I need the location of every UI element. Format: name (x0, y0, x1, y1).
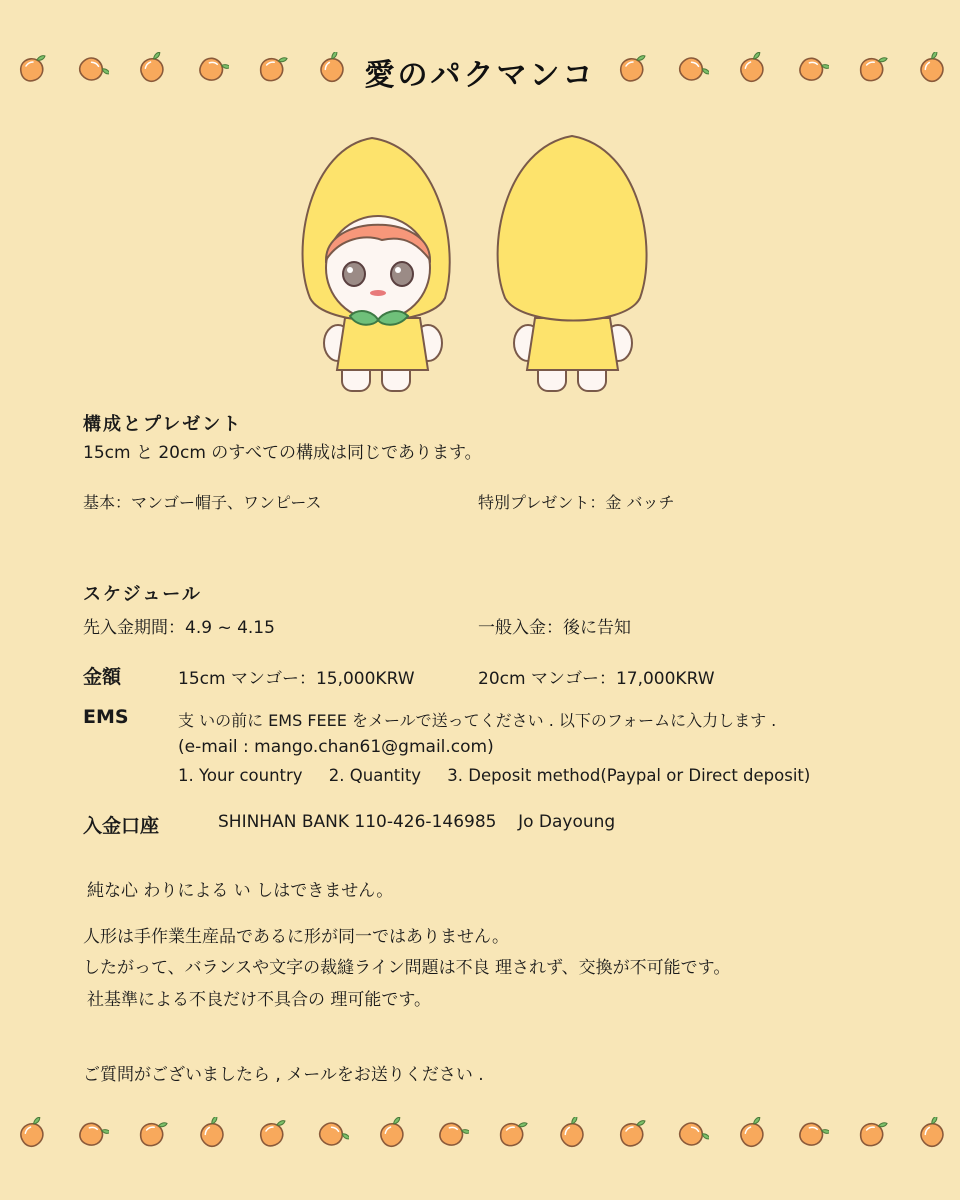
mango-icon (495, 1117, 529, 1151)
mango-icon (555, 1117, 589, 1151)
price-15cm: 15cm マンゴー：15,000KRW (178, 669, 415, 689)
ems-line-1: 支 いの前に EMS FEEE をメールで送ってください . 以下のフォームに入力します . (178, 711, 777, 730)
schedule-heading: スケジュール (83, 584, 202, 605)
account-label: 入金口座 (83, 815, 160, 837)
mango-icon (315, 1117, 349, 1151)
mango-icon (435, 1117, 469, 1151)
mango-icon (75, 1117, 109, 1151)
ems-form-fields: 1. Your country 2. Quantity 3. Deposit method(Paypal or Direct deposit) (178, 766, 811, 785)
doll-front-view (303, 138, 450, 391)
page-title: 愛のパクマンコ (0, 50, 960, 94)
note-1: 純な心 わりによる い しはできません。 (87, 881, 394, 901)
mango-icon (855, 1117, 889, 1151)
mango-icon (615, 1117, 649, 1151)
schedule-general-deposit: 一般入金：後に告知 (478, 618, 631, 638)
composition-basic: 基本：マンゴー帽子、ワンピース (83, 493, 322, 512)
mango-icon (795, 1117, 829, 1151)
mango-border-bottom (0, 1115, 960, 1155)
composition-special: 特別プレゼント：金 バッチ (478, 493, 675, 512)
account-value: SHINHAN BANK 110-426-146985 Jo Dayoung (218, 812, 616, 832)
price-20cm: 20cm マンゴー：17,000KRW (478, 669, 715, 689)
mango-icon (255, 1117, 289, 1151)
price-label: 金額 (83, 666, 122, 688)
contact-note: ご質問がございましたら , メールをお送りください . (83, 1065, 484, 1085)
mango-icon (675, 1117, 709, 1151)
composition-note: 15cm と 20cm のすべての構成は同じであります。 (83, 443, 482, 463)
note-2: 人形は手作業生産品であるに形が同一ではありません。 (83, 927, 510, 947)
mango-icon (915, 1117, 949, 1151)
mango-icon (195, 1117, 229, 1151)
doll-back-view (498, 136, 647, 391)
mango-icon (135, 1117, 169, 1151)
composition-heading: 構成とプレゼント (83, 414, 243, 435)
note-3: したがって、バランスや文字の裁縫ライン問題は不良 理されず、交換が不可能です。 (83, 958, 731, 978)
ems-label: EMS (83, 706, 129, 728)
mango-icon (15, 1117, 49, 1151)
doll-illustration (290, 128, 650, 398)
note-4: 社基準による不良だけ不具合の 理可能です。 (87, 990, 432, 1010)
schedule-pre-deposit: 先入金期間：4.9 ~ 4.15 (83, 618, 275, 638)
mango-icon (735, 1117, 769, 1151)
mango-icon (375, 1117, 409, 1151)
ems-email: (e-mail : mango.chan61@gmail.com) (178, 737, 494, 757)
